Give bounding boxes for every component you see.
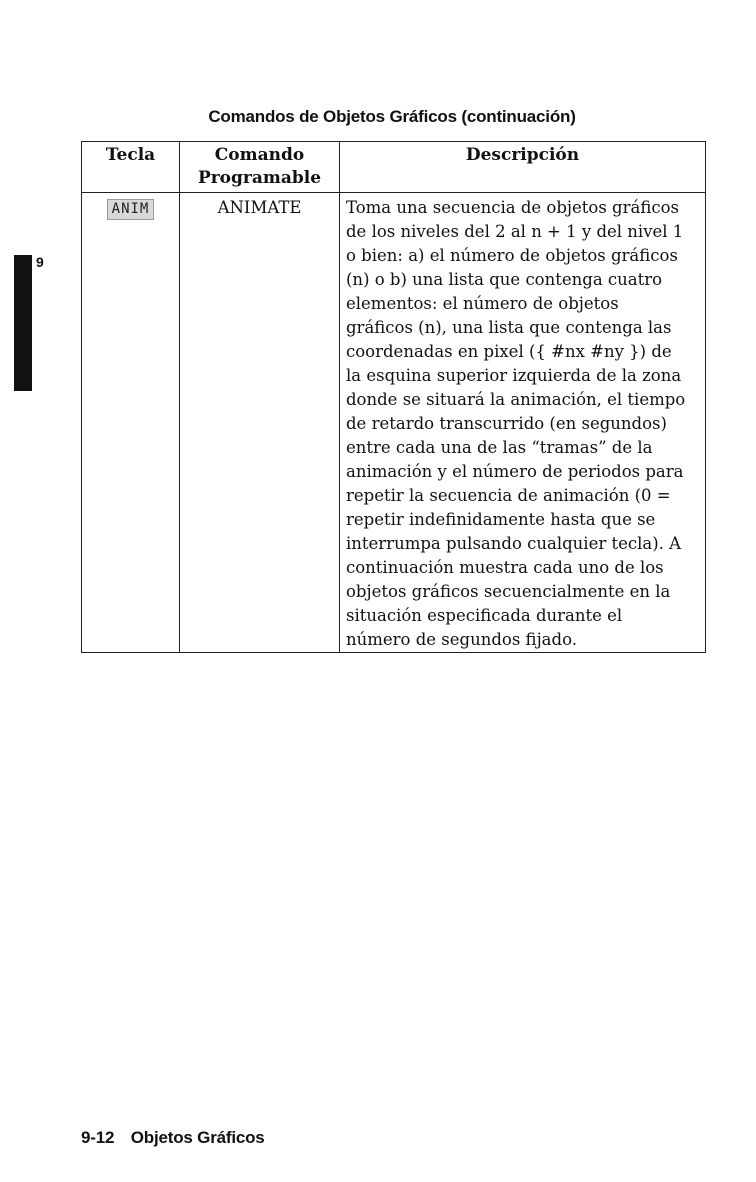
chapter-tab-number: 9 bbox=[36, 254, 44, 270]
header-description bbox=[340, 142, 706, 193]
command-cell bbox=[180, 193, 340, 653]
description-line: (n) o b) una lista que contenga cuatro bbox=[346, 270, 663, 289]
description-line: objetos gráficos secuencialmente en la bbox=[346, 582, 671, 601]
header-command-line1: Comando bbox=[214, 145, 305, 165]
page-footer bbox=[81, 1128, 265, 1148]
description-line: Toma una secuencia de objetos gráficos bbox=[346, 198, 679, 217]
description-line: de los niveles del 2 al n + 1 y del nivel 1 bbox=[346, 222, 684, 241]
header-key bbox=[82, 142, 180, 193]
description-line: interrumpa pulsando cualquier tecla). A bbox=[346, 534, 682, 553]
header-key-label: Tecla bbox=[105, 145, 156, 165]
description-line: o bien: a) el número de objetos gráficos bbox=[346, 246, 678, 265]
key-cell bbox=[82, 193, 180, 653]
description-line: situación especificada durante el bbox=[346, 606, 623, 625]
commands-table bbox=[81, 141, 706, 653]
header-description-label: Descripción bbox=[465, 145, 580, 165]
description-line: repetir indefinidamente hasta que se bbox=[346, 510, 656, 529]
description-line: de retardo transcurrido (en segundos) bbox=[346, 414, 667, 433]
description-line: continuación muestra cada uno de los bbox=[346, 558, 664, 577]
description-line: número de segundos fijado. bbox=[346, 630, 577, 649]
chapter-tab-marker bbox=[14, 255, 32, 391]
header-command bbox=[180, 142, 340, 193]
anim-menu-key: ANIM bbox=[107, 199, 155, 220]
description-line: repetir la secuencia de animación (0 = bbox=[346, 486, 671, 505]
description-line: la esquina superior izquierda de la zona bbox=[346, 366, 682, 385]
description-line: donde se situará la animación, el tiempo bbox=[346, 390, 686, 409]
table-row bbox=[82, 193, 706, 653]
description-line: coordenadas en pixel ({ #nx #ny }) de bbox=[346, 342, 672, 361]
description-line: entre cada una de las “tramas” de la bbox=[346, 438, 653, 457]
description-cell bbox=[340, 193, 706, 653]
section-name: Objetos Gráficos bbox=[130, 1128, 265, 1147]
description-line: animación y el número de periodos para bbox=[346, 462, 684, 481]
table-header-row bbox=[82, 142, 706, 193]
description-line: gráficos (n), una lista que contenga las bbox=[346, 318, 672, 337]
page-number: 9-12 bbox=[81, 1128, 115, 1147]
table-title: Comandos de Objetos Gráficos (continuación) bbox=[208, 107, 576, 126]
description-line: elementos: el número de objetos bbox=[346, 294, 619, 313]
command-name: ANIMATE bbox=[217, 198, 302, 217]
header-command-line2: Programable bbox=[197, 168, 322, 188]
